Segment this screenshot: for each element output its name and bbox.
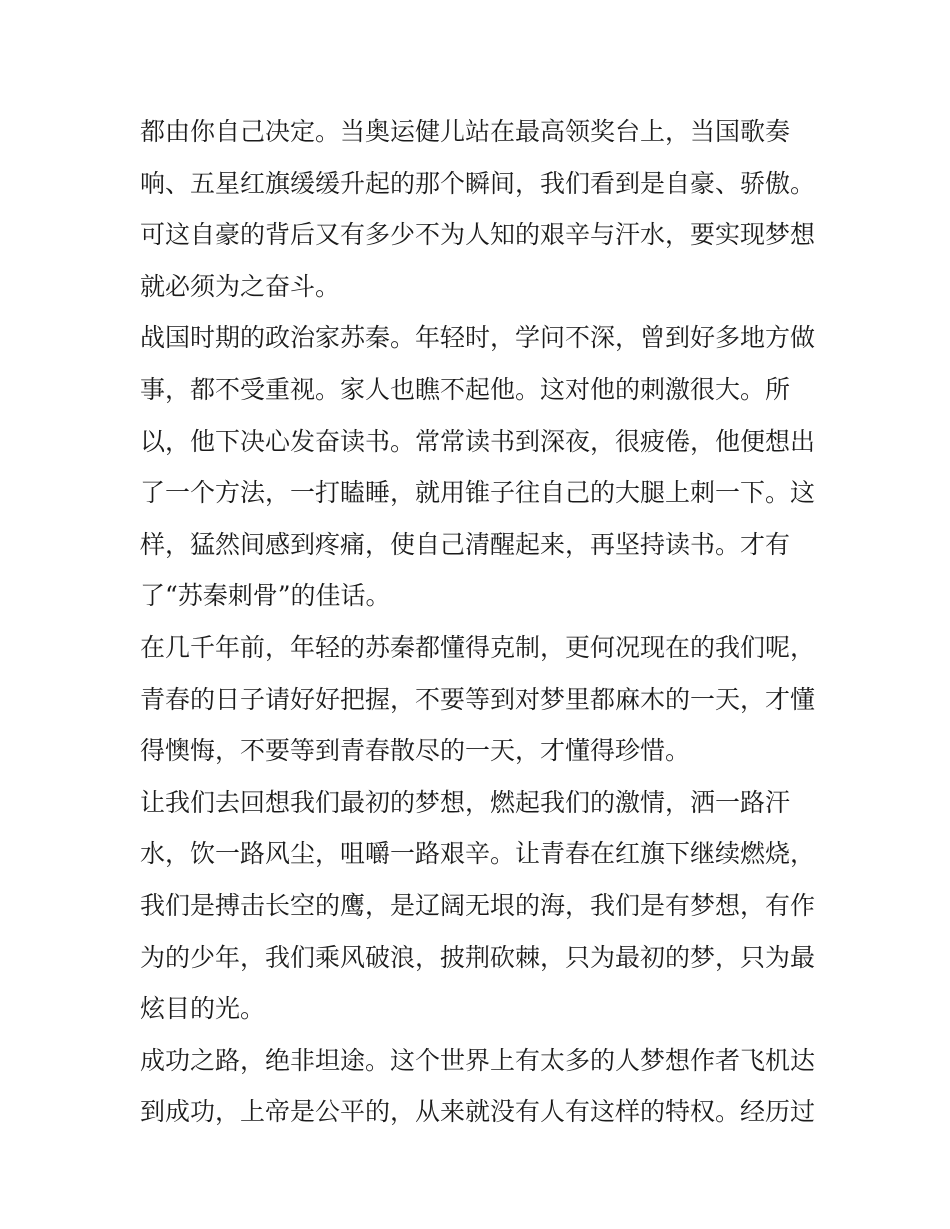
text-line: 成功之路，绝非坦途。这个世界上有太多的人梦想作者飞机达 — [140, 1045, 816, 1075]
document-body — [140, 106, 820, 1138]
text-line: 战国时期的政治家苏秦。年轻时，学问不深，曾到好多地方做 — [140, 323, 816, 353]
text-line: 在几千年前，年轻的苏秦都懂得克制，更何况现在的我们呢， — [140, 632, 816, 662]
text-line: 为的少年，我们乘风破浪，披荆砍棘，只为最初的梦，只为最 — [140, 942, 816, 972]
text-line: 事，都不受重视。家人也瞧不起他。这对他的刺激很大。所 — [140, 374, 791, 404]
text-line: 我们是搏击长空的鹰，是辽阔无垠的海，我们是有梦想，有作 — [140, 890, 816, 920]
text-line: 可这自豪的背后又有多少不为人知的艰辛与汗水，要实现梦想 — [140, 220, 816, 250]
text-line: 以，他下决心发奋读书。常常读书到深夜，很疲倦，他便想出 — [140, 426, 816, 456]
text-line: 都由你自己决定。当奥运健儿站在最高领奖台上，当国歌奏 — [140, 117, 791, 146]
text-line: 让我们去回想我们最初的梦想，燃起我们的激情，洒一路汗 — [140, 787, 791, 817]
text-line: 样，猛然间感到疼痛，使自己清醒起来，再坚持读书。才有 — [140, 529, 791, 559]
text-line: 了一个方法，一打瞌睡，就用锥子往自己的大腿上刺一下。这 — [140, 478, 816, 508]
text-line: 响、五星红旗缓缓升起的那个瞬间，我们看到是自豪、骄傲。 — [140, 168, 816, 198]
text-line: 得懊悔，不要等到青春散尽的一天，才懂得珍惜。 — [140, 736, 691, 766]
text-line: 炫目的光。 — [140, 994, 266, 1024]
text-line: 到成功，上帝是公平的，从来就没有人有这样的特权。经历过 — [140, 1097, 816, 1127]
text-line: 就必须为之奋斗。 — [140, 271, 341, 301]
text-line: 水，饮一路风尘，咀嚼一路艰辛。让青春在红旗下继续燃烧， — [140, 839, 816, 869]
text-line: 了“苏秦刺骨”的佳话。 — [140, 581, 391, 611]
text-line: 青春的日子请好好把握，不要等到对梦里都麻木的一天，才懂 — [140, 684, 816, 714]
